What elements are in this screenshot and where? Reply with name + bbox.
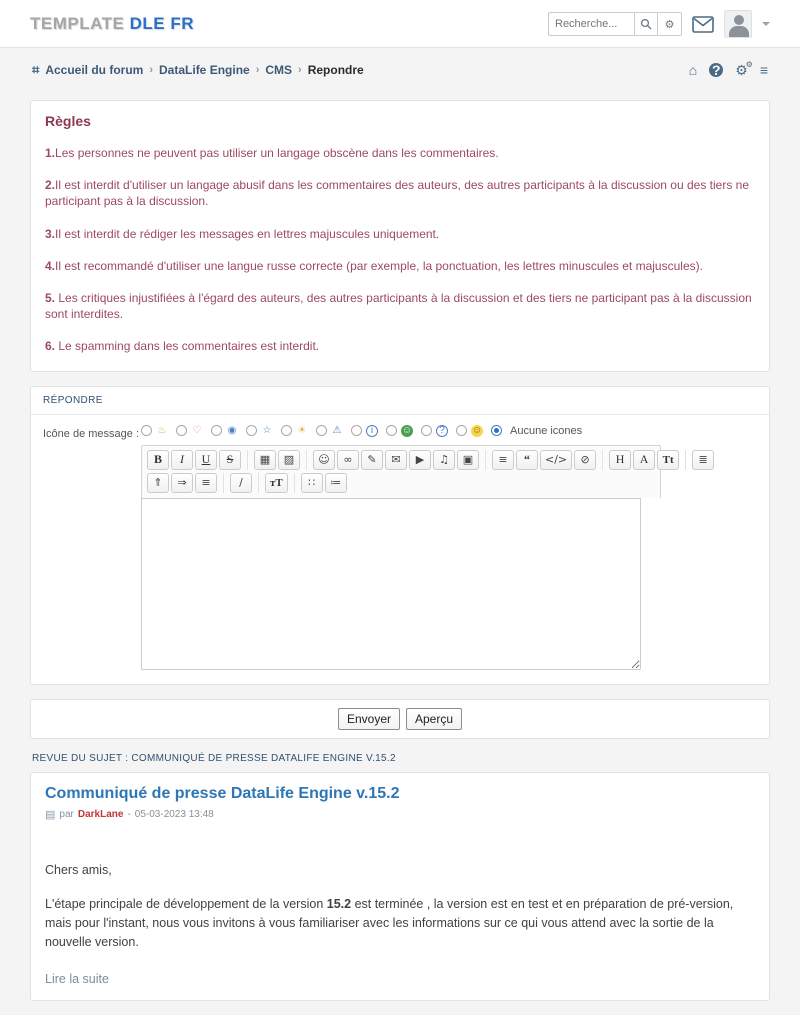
preview-button[interactable]: Aperçu — [406, 708, 462, 730]
logo-text-blue: DLE FR — [129, 14, 194, 33]
align-button[interactable]: ≣ — [692, 450, 714, 470]
yellow-smiley-icon: ☺ — [471, 424, 483, 436]
list-ul-button[interactable]: ∷ — [301, 473, 323, 493]
radio-fire-icon[interactable] — [141, 425, 152, 436]
hidden-text-button[interactable]: ⊘ — [574, 450, 596, 470]
bold-button[interactable]: B — [147, 450, 169, 470]
insert-image-button[interactable]: ▦ — [254, 450, 276, 470]
toolbar-group — [265, 473, 295, 493]
topic-meta — [45, 808, 755, 821]
rule-item-6: 6. Le spamming dans les commentaires est interdit. — [45, 339, 320, 354]
radio-sun-icon[interactable] — [281, 425, 292, 436]
heading-button[interactable]: H — [609, 450, 631, 470]
font-color-button[interactable]: A — [633, 450, 655, 470]
breadcrumb-separator: › — [255, 64, 260, 76]
radio-heart-icon[interactable] — [176, 425, 187, 436]
insert-video-button[interactable]: ▶ — [409, 450, 431, 470]
body-paragraph: L'étape principale de développement de la version 15.2 est terminée , la version est en test et en préparation de pré-version, mais pour l'instant, nous vous invitons à vous familiariser avec les informations sur ce qui vous attend avec la sortie de la nouvelle version. — [45, 897, 734, 949]
toolbar-group — [692, 450, 720, 470]
by-label: par — [59, 808, 74, 820]
warning-icon: ⚠ — [332, 424, 342, 436]
rule-item-2: 2.Il est interdit d'utiliser un langage abusif dans les commentaires des auteurs, des autres participants à la discussion ou des tiers ne participant pas à la discussion. — [45, 178, 750, 209]
translit-button[interactable]: тT — [265, 473, 288, 493]
spoiler-button[interactable]: ≡ — [492, 450, 514, 470]
user-avatar[interactable] — [724, 10, 752, 38]
greeting-text: Chers amis, — [45, 862, 112, 877]
bbcode-editor — [141, 445, 708, 670]
list-ol-button[interactable]: ≔ — [325, 473, 347, 493]
breadcrumb-link-datalife-engine[interactable]: DataLife Engine — [159, 63, 250, 77]
reply-panel-title: RÉPONDRE — [31, 387, 769, 415]
search-icon — [640, 18, 652, 30]
align-justify-button[interactable]: ≡ — [195, 473, 217, 493]
editor-toolbar — [141, 445, 708, 498]
breadcrumb-separator: › — [149, 64, 154, 76]
toolbar-group — [301, 473, 353, 493]
post-date: 05-03-2023 13:48 — [134, 808, 214, 820]
breadcrumb-current: Repondre — [307, 63, 364, 77]
green-smiley-icon: ☺ — [401, 424, 413, 436]
menu-icon[interactable]: ≡ — [759, 62, 768, 78]
top-header — [0, 0, 800, 48]
breadcrumb-separator: › — [298, 64, 302, 76]
toolbar-group — [230, 473, 259, 493]
messages-button[interactable] — [692, 16, 714, 33]
underline-button[interactable]: U — [195, 450, 217, 470]
reply-panel — [30, 386, 770, 685]
no-icon-label: Aucune icones — [510, 424, 583, 437]
toolbar-group — [147, 450, 248, 470]
rule-item-3: 3.Il est interdit de rédiger les messages en lettres majuscules uniquement. — [45, 226, 440, 241]
radio-no-icon[interactable] — [491, 425, 502, 436]
radio-yellow-smiley-icon[interactable] — [456, 425, 467, 436]
rules-panel — [30, 100, 770, 372]
logo-text-gray: TEMPLATE — [30, 14, 125, 33]
ball-icon: ◉ — [227, 424, 237, 436]
breadcrumb-row — [30, 48, 770, 88]
radio-warning-icon[interactable] — [316, 425, 327, 436]
breadcrumb-link-forum-home[interactable]: Accueil du forum — [45, 63, 144, 77]
sun-icon: ☀ — [297, 424, 307, 436]
fire-icon: ♨ — [157, 424, 167, 436]
toolbar-group — [254, 450, 307, 470]
gear-icon: ⚙ — [664, 17, 675, 31]
rule-item-5: 5. Les critiques injustifiées à l'égard des auteurs, des autres participants à la discussion et des tiers ne participant pas à la discussion sont interdites. — [45, 290, 752, 322]
strikethrough-button[interactable]: S — [219, 450, 241, 470]
radio-info-icon[interactable] — [351, 425, 362, 436]
editor-toolbar-row2 — [147, 473, 655, 493]
message-icon-label: Icône de message : — [43, 427, 140, 440]
send-button[interactable]: Envoyer — [338, 708, 400, 730]
heart-icon: ♡ — [192, 424, 202, 436]
message-icon-row — [141, 425, 757, 437]
rules-list — [45, 145, 755, 355]
settings-gears-icon[interactable]: ⚙ ⚙ — [735, 60, 753, 78]
breadcrumb — [32, 62, 364, 78]
version-number: 15.2 — [326, 897, 352, 912]
post-sheet-icon: ▤ — [45, 808, 56, 821]
insert-email-button[interactable]: ✉ — [385, 450, 407, 470]
emoticons-button[interactable]: ☺ — [313, 450, 335, 470]
read-more-link[interactable]: Lire la suite — [45, 971, 109, 986]
pen-button[interactable]: ✎ — [361, 450, 383, 470]
font-size-button[interactable]: Tt — [657, 450, 679, 470]
home-icon[interactable]: ⌂ — [688, 62, 698, 78]
date-separator: - — [127, 808, 131, 820]
toolbar-group — [147, 473, 224, 493]
breadcrumb-link-cms[interactable]: CMS — [265, 63, 293, 77]
topic-title-link[interactable]: Communiqué de presse DataLife Engine v.15.2 — [45, 784, 400, 802]
rule-item-4: 4.Il est recommandé d'utiliser une langue russe correcte (par exemple, la ponctuation, les lettres minuscules et majuscules). — [45, 258, 703, 273]
radio-question-icon[interactable] — [421, 425, 432, 436]
user-menu-caret-icon[interactable] — [762, 22, 770, 26]
send-bar — [30, 699, 770, 739]
rules-title: Règles — [45, 113, 91, 129]
message-textarea[interactable] — [141, 498, 641, 670]
align-top-button[interactable]: ⇑ — [147, 473, 169, 493]
save-button[interactable]: ▣ — [457, 450, 479, 470]
info-icon: i — [366, 425, 378, 437]
question-icon: ? — [436, 425, 448, 437]
toolbar-group — [492, 450, 603, 470]
radio-green-smiley-icon[interactable] — [386, 425, 397, 436]
search-input[interactable] — [548, 12, 634, 36]
browse-files-button[interactable]: ▨ — [278, 450, 300, 470]
avatar-head-shape — [734, 15, 744, 25]
topic-panel — [30, 772, 770, 1001]
insert-audio-button[interactable]: ♫ — [433, 450, 455, 470]
pencil-button[interactable]: / — [230, 473, 252, 493]
toolbar-group — [313, 450, 486, 470]
site-logo[interactable] — [30, 14, 194, 34]
mini-gear-icon: ⚙ — [745, 60, 753, 69]
topic-review-label: REVUE DU SUJET : COMMUNIQUÉ DE PRESSE DATALIFE ENGINE V.15.2 — [32, 752, 396, 764]
search-button[interactable] — [634, 12, 658, 36]
forum-home-icon: ⌗ — [32, 62, 40, 77]
help-icon[interactable]: ? — [709, 63, 723, 77]
quote-button[interactable]: “ — [516, 450, 538, 470]
search-group — [548, 12, 682, 36]
align-right-button[interactable]: ⇒ — [171, 473, 193, 493]
editor-toolbar-row1 — [147, 450, 708, 470]
rule-item-1: 1.Les personnes ne peuvent pas utiliser un langage obscène dans les commentaires. — [45, 146, 499, 160]
author-link[interactable]: DarkLane — [77, 808, 124, 820]
italic-button[interactable]: I — [171, 450, 193, 470]
insert-link-button[interactable]: ∞ — [337, 450, 359, 470]
radio-ball-icon[interactable] — [211, 425, 222, 436]
code-button[interactable]: </> — [540, 450, 572, 470]
avatar-body-shape — [729, 26, 749, 38]
toolbar-group — [609, 450, 686, 470]
radio-star-icon[interactable] — [246, 425, 257, 436]
search-settings-button[interactable] — [658, 12, 682, 36]
star-icon: ☆ — [262, 424, 272, 436]
envelope-icon — [692, 16, 714, 33]
topic-body — [45, 861, 755, 952]
